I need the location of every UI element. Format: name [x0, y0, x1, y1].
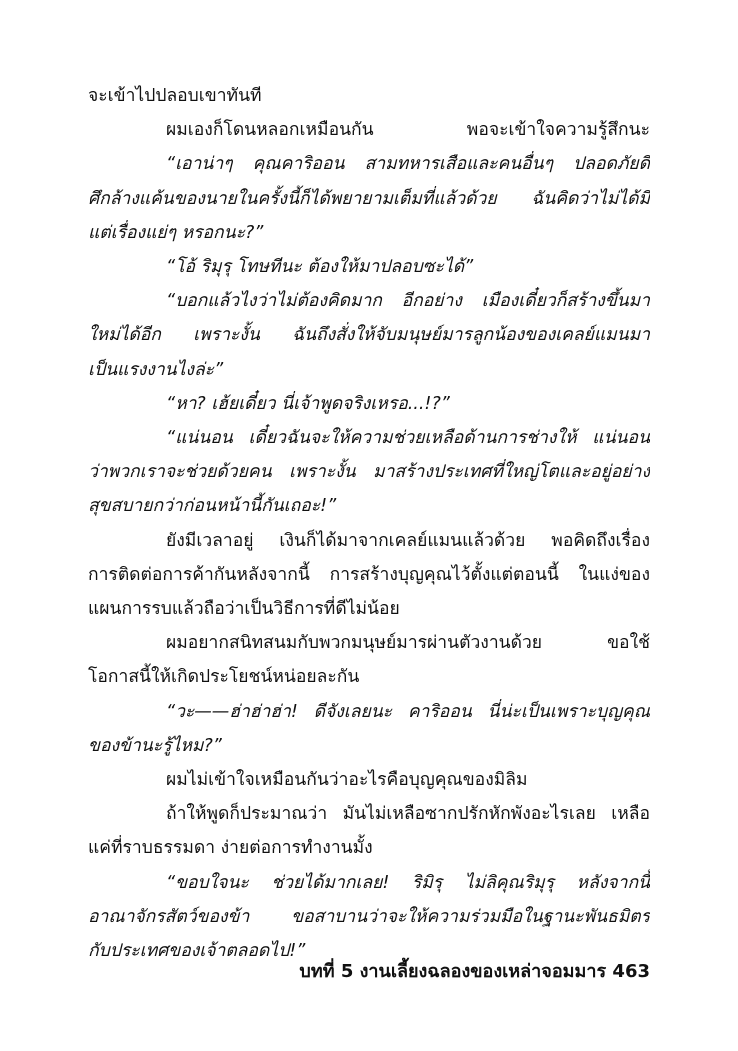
- text-line: โอกาสนี้ให้เกิดประโยชน์หน่อยละกัน: [88, 667, 360, 688]
- text-line: แต่เรื่องแย่ๆ หรอกนะ?”: [88, 222, 264, 243]
- text-line: ของข้านะรู้ไหม?”: [88, 735, 222, 756]
- text-line: กับประเทศของเจ้าตลอดไป!”: [88, 941, 306, 961]
- text-line: แค่ที่ราบธรรมดา ง่ายต่อการทำงานมั้ง: [88, 838, 373, 859]
- text-line: ผมไม่เข้าใจเหมือนกันว่าอะไรคือบุญคุณของมิลิม: [166, 770, 528, 790]
- text-line: “โอ้ ริมุรุ โทษทีนะ ต้องให้มาปลอบซะได้”: [166, 257, 474, 277]
- text-line: “ขอบใจนะ ช่วยได้มากเลย! ริมิรุ ไม่ลิคุณริมุรุ หลังจากนี้: [166, 872, 650, 893]
- text-line: อาณาจักรสัตว์ของข้า ขอสาบานว่าจะให้ความร่วมมือในฐานะพันธมิตร: [88, 906, 650, 927]
- text-line: “แน่นอน เดี๋ยวฉันจะให้ความช่วยเหลือด้านการช่างให้ แน่นอน: [166, 428, 650, 448]
- text-line: จะเข้าไปปลอบเขาทันที: [88, 86, 262, 106]
- text-line: ผมเองก็โดนหลอกเหมือนกัน พอจะเข้าใจความรู้สึกนะ: [166, 120, 650, 141]
- running-footer: บทที่ 5 งานเลี้ยงฉลองของเหล่าจอมมาร 463: [299, 961, 650, 982]
- text-line: แผนการรบแล้วถือว่าเป็นวิธีการที่ดีไม่น้อย: [88, 599, 400, 619]
- text-line: ใหม่ได้อีก เพราะงั้น ฉันถึงสั่งให้จับมนุษย์มารลูกน้องของเคลย์แมนมา: [88, 325, 650, 346]
- page-body: [88, 80, 650, 980]
- text-line: เป็นแรงงานไงล่ะ”: [88, 359, 224, 380]
- text-line: ยังมีเวลาอยู่ เงินก็ได้มาจากเคลย์แมนแล้วด้วย พอคิดถึงเรื่อง: [166, 530, 650, 551]
- text-line: ศึกล้างแค้นของนายในครั้งนี้ก็ได้พยายามเต็มที่แล้วด้วย ฉันคิดว่าไม่ได้มี: [88, 188, 650, 209]
- text-line: สุขสบายกว่าก่อนหน้านี้กันเถอะ!”: [88, 496, 337, 517]
- text-line: “วะ——ฮ่าฮ่าฮ่า! ดีจังเลยนะ คาริออน นี่น่ะเป็นเพราะบุญคุณ: [166, 701, 650, 722]
- text-line: ผมอยากสนิทสนมกับพวกมนุษย์มารผ่านตัวงานด้วย ขอใช้: [166, 633, 650, 654]
- text-line: “เอาน่าๆ คุณคาริออน สามทหารเสือและคนอื่นๆ ปลอดภัยดี: [166, 154, 650, 175]
- text-line: “หา? เฮ้ยเดี๋ยว นี่เจ้าพูดจริงเหรอ...!?”: [166, 393, 450, 414]
- text-line: ถ้าให้พูดก็ประมาณว่า มันไม่เหลือซากปรักหักพังอะไรเลย เหลือ: [166, 804, 650, 825]
- text-line: ว่าพวกเราจะช่วยด้วยคน เพราะงั้น มาสร้างประเทศที่ใหญ่โตและอยู่อย่าง: [88, 462, 650, 483]
- text-line: การติดต่อการค้ากันหลังจากนี้ การสร้างบุญคุณไว้ตั้งแต่ตอนนี้ ในแง่ของ: [88, 564, 650, 585]
- text-line: “บอกแล้วไงว่าไม่ต้องคิดมาก อีกอย่าง เมืองเดี๋ยวก็สร้างขึ้นมา: [166, 291, 650, 312]
